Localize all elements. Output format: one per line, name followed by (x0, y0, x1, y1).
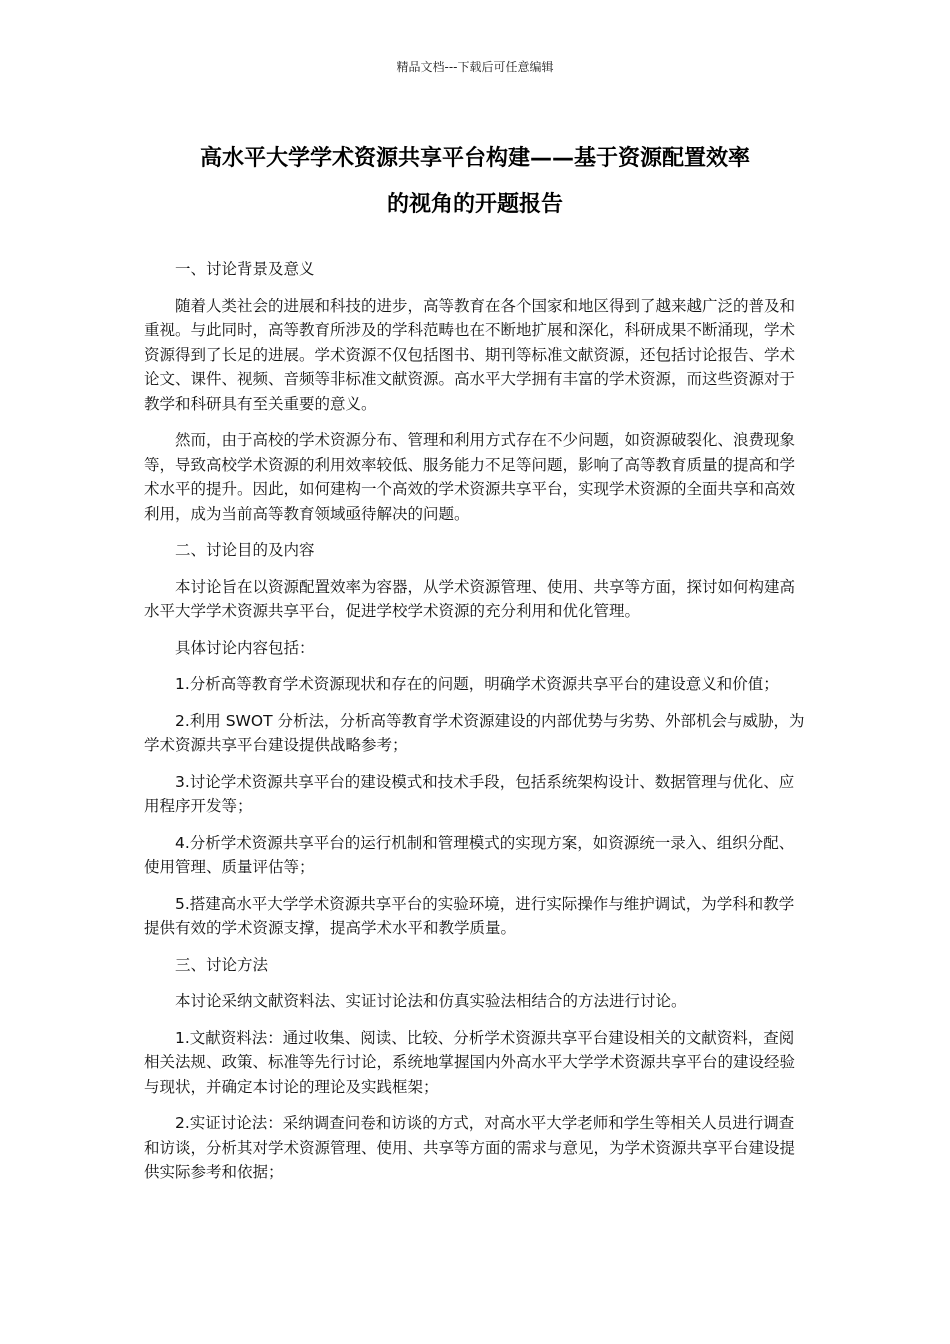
section-3-paragraph-1: 本讨论采纳文献资料法、实证讨论法和仿真实验法相结合的方法进行讨论。 (175, 992, 687, 1010)
section-2-heading: 二、讨论目的及内容 (175, 541, 315, 559)
document-body (144, 257, 809, 1197)
document-title (140, 136, 810, 228)
section-2-item-2: 2.利用 SWOT 分析法，分析高等教育学术资源建设的内部优势与劣势、外部机会与威胁，为学术资源共享平台建设提供战略参考； (144, 711, 805, 754)
section-3-item-1: 1.文献资料法：通过收集、阅读、比较、分析学术资源共享平台建设相关的文献资料，查阅相关法规、政策、标准等先行讨论，系统地掌握国内外高水平大学学术资源共享平台的建设经验与现状，并确定本讨论的理论及实践框架； (144, 1028, 796, 1096)
section-2-item-1: 1.分析高等教育学术资源现状和存在的问题，明确学术资源共享平台的建设意义和价值； (175, 675, 779, 693)
section-2-item-3: 3.讨论学术资源共享平台的建设模式和技术手段，包括系统架构设计、数据管理与优化、应用程序开发等； (144, 772, 795, 815)
section-3-heading: 三、讨论方法 (175, 955, 269, 974)
section-2-item-4: 4.分析学术资源共享平台的运行机制和管理模式的实现方案，如资源统一录入、组织分配、使用管理、质量评估等； (144, 833, 795, 876)
section-1-paragraph-1: 随着人类社会的进展和科技的进步，高等教育在各个国家和地区得到了越来越广泛的普及和重视。与此同时，高等教育所涉及的学科范畴也在不断地扩展和深化，科研成果不断涌现，学术资源得到了长足的进展。学术资源不仅包括图书、期刊等标准文献资源，还包括讨论报告、学术论文、课件、视频、音频等非标准文献资源。高水平大学拥有丰富的学术资源，而这些资源对于教学和科研具有至关重要的意义。 (144, 296, 796, 413)
section-1-paragraph-2: 然而，由于高校的学术资源分布、管理和利用方式存在不少问题，如资源破裂化、浪费现象等，导致高校学术资源的利用效率较低、服务能力不足等问题，影响了高等教育质量的提高和学术水平的提升。因此，如何建构一个高效的学术资源共享平台，实现学术资源的全面共享和高效利用，成为当前高等教育领域亟待解决的问题。 (144, 431, 796, 523)
section-2-paragraph-1: 本讨论旨在以资源配置效率为容器，从学术资源管理、使用、共享等方面，探讨如何构建高水平大学学术资源共享平台，促进学校学术资源的充分利用和优化管理。 (144, 577, 796, 620)
section-1-heading: 一、讨论背景及意义 (175, 260, 315, 278)
title-line-1: 高水平大学学术资源共享平台构建——基于资源配置效率 (199, 146, 750, 171)
title-line-2: 的视角的开题报告 (386, 192, 563, 217)
section-3-item-2: 2.实证讨论法：采纳调查问卷和访谈的方式，对高水平大学老师和学生等相关人员进行调查和访谈，分析其对学术资源管理、使用、共享等方面的需求与意见，为学术资源共享平台建设提供实际参考和依据； (144, 1114, 796, 1181)
section-2-paragraph-2: 具体讨论内容包括： (175, 638, 315, 657)
section-2-item-5: 5.搭建高水平大学学术资源共享平台的实验环境，进行实际操作与维护调试，为学科和教学提供有效的学术资源支撑，提高学术水平和教学质量。 (144, 894, 795, 937)
header-note: 精品文档---下载后可任意编辑 (396, 60, 554, 74)
